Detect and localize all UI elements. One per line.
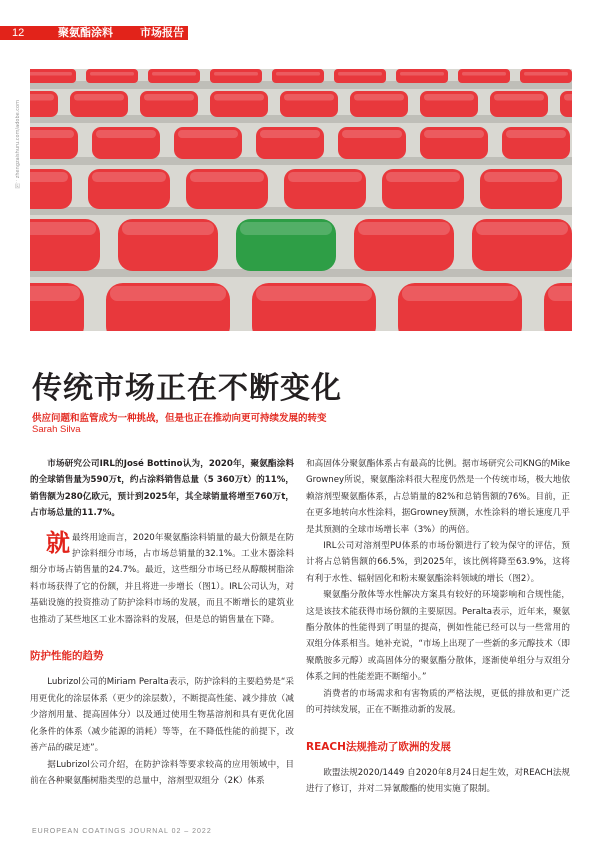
seat-highlight: [256, 286, 372, 301]
red-seat: [30, 69, 76, 83]
seat-highlight: [476, 222, 568, 235]
paragraph-1: [30, 530, 294, 628]
seat-highlight: [462, 72, 506, 76]
paragraph-3-start: 据Lubrizol公司介绍，在防护涂料等要求较高的应用领域中，目前在各种聚氨酯树脂类型的总量中，溶剂型双组分（2K）体系: [30, 759, 294, 786]
drop-cap: 就: [46, 528, 70, 557]
seat-highlight: [260, 130, 320, 138]
seat-highlight: [506, 130, 566, 138]
seat-highlight: [354, 94, 404, 101]
red-seat: [334, 69, 386, 83]
seat-highlight: [342, 130, 402, 138]
seat-highlight: [190, 172, 264, 182]
page-number: 12: [12, 27, 25, 39]
lead-paragraph: 市场研究公司IRL的José Bottino认为，2020年，聚氨酯涂料的全球销售量为590万t，约占涂料销售总量（5 360万t）的11%，销售额为280亿欧元，预计到2025年，其全球销量将增至760万t，占市场总量的11.7%。: [30, 459, 294, 519]
seat-highlight: [400, 72, 444, 76]
seat-highlight: [214, 94, 264, 101]
journal-footer: EUROPEAN COATINGS JOURNAL 02 – 2022: [32, 828, 212, 835]
red-seat: [520, 69, 572, 83]
header-category: 聚氨酯涂料: [58, 26, 113, 39]
seat-highlight: [386, 172, 460, 182]
seat-highlight: [30, 172, 68, 182]
header-section: 市场报告: [140, 26, 184, 39]
seat-highlight: [288, 172, 362, 182]
red-seat: [396, 69, 448, 83]
seat-highlight: [122, 222, 214, 235]
stadium-seats-photo: [30, 69, 572, 331]
seat-highlight: [110, 286, 226, 301]
seat-highlight: [92, 172, 166, 182]
red-seat: [210, 69, 262, 83]
article-title: 传统市场正在不断变化: [32, 371, 342, 406]
seat-highlight: [74, 94, 124, 101]
seat-highlight: [152, 72, 196, 76]
seat-highlight: [240, 222, 332, 235]
paragraph-3-continued: [306, 456, 570, 538]
seat-highlight: [90, 72, 134, 76]
paragraph-4: IRL公司对溶剂型PU体系的市场份额进行了较为保守的评估，预计将占总销售额的66.5%，到2025年，该比例将降至63.9%，这将有利于水性、辐射固化和粉末聚氨酯涂料领域的增长（图2）。: [306, 541, 570, 584]
seat-highlight: [424, 94, 474, 101]
stadium-seats-illustration: [30, 69, 572, 331]
seat-highlight: [494, 94, 544, 101]
red-seat: [458, 69, 510, 83]
page-header: [0, 0, 600, 44]
paragraph-5: 聚氨酯分散体等水性解决方案具有较好的环境影响和合规性能，这是该技术能获得市场份额的主要原因。Peralta表示，近年来，聚氨酯分散体的性能得到了明显的提高，例如性能已经可以与一些常用的双组分体系相当。她补充说，“市场上出现了一些新的多元醇技术（即聚酰胺多元醇）或高固体分的聚氨酯分散体，逐渐使单组分与双组分体系之间的性能差距不断缩小。”: [306, 590, 570, 683]
seat-highlight: [424, 130, 484, 138]
right-column: [306, 456, 570, 798]
seat-highlight: [402, 286, 518, 301]
seat-highlight: [564, 94, 572, 101]
section-heading-protective: 防护性能的趋势: [30, 650, 104, 663]
seat-highlight: [30, 286, 80, 301]
seat-highlight: [178, 130, 238, 138]
paragraph-7: 欧盟法规2020/1449 自2020年8月24日起生效，对REACH法规进行了修订，并对二异氰酸酯的使用实施了限制。: [306, 767, 570, 795]
seat-highlight: [284, 94, 334, 101]
seat-highlight: [548, 286, 572, 301]
seat-highlight: [276, 72, 320, 76]
paragraph-1-text: 最终用途而言，2020年聚氨酯涂料销量的最大份额是在防护涂料细分市场，占市场总销量的32.1%。工业木器涂料细分市场占销售量的24.7%。最近，这些细分市场已经从醇酸树脂涂料市场获得了它的份额，并且将进一步增长（图1）。IRL公司认为，对基础设施的投资推动了防护涂料市场的发展，而且不断增长的建筑业也推动了某些地区工业木器涂料的发展，但是总的销售量在下降。: [30, 532, 294, 625]
seat-highlight: [214, 72, 258, 76]
red-seat: [86, 69, 138, 83]
seat-highlight: [358, 222, 450, 235]
seat-highlight: [30, 72, 72, 76]
left-column: [30, 456, 294, 790]
red-seat: [272, 69, 324, 83]
section-heading-reach: REACH法规推动了欧洲的发展: [306, 740, 451, 753]
article-author: Sarah Silva: [32, 424, 81, 435]
seat-highlight: [144, 94, 194, 101]
article-subtitle: 供应问题和监管成为一种挑战，但是也正在推动向更可持续发展的转变: [32, 413, 327, 424]
seat-highlight: [96, 130, 156, 138]
seat-highlight: [30, 130, 74, 138]
paragraph-6: 消费者的市场需求和有害物质的严格法规，更低的排放和更广泛的可持续发展，正在不断推动新的发展。: [306, 688, 570, 716]
seat-highlight: [30, 94, 54, 101]
seat-highlight: [30, 222, 96, 235]
paragraph-3-tail: 和高固体分聚氨酯体系占有最高的比例。据市场研究公司KNG的Mike Growney所说，聚氨酯涂料很大程度仍然是一个传统市场，极大地依赖溶剂型聚氨酯体系，占总销量的82%和总销售额的76%。目前，正在更多地转向水性涂料，据Growney预测，水性涂料的增长速度几乎是其预测的全球市场增长率（3%）的两倍。: [306, 459, 570, 535]
seat-highlight: [484, 172, 558, 182]
red-seat: [148, 69, 200, 83]
photo-credit: 图：zhengzaishuru.com/adobe.com: [15, 100, 21, 189]
seat-highlight: [338, 72, 382, 76]
paragraph-2: Lubrizol公司的Miriam Peralta表示，防护涂料的主要趋势是“采用更优化的涂层体系（更少的涂层数），不断提高性能、减少排放（减少溶剂用量、提高固体分）以及通过使用生物基溶剂和具有更优化固化条件的体系（减少能源的消耗）等等，在不降低性能的前提下，改善产品的碳足迹”。: [30, 677, 294, 754]
seat-highlight: [524, 72, 568, 76]
